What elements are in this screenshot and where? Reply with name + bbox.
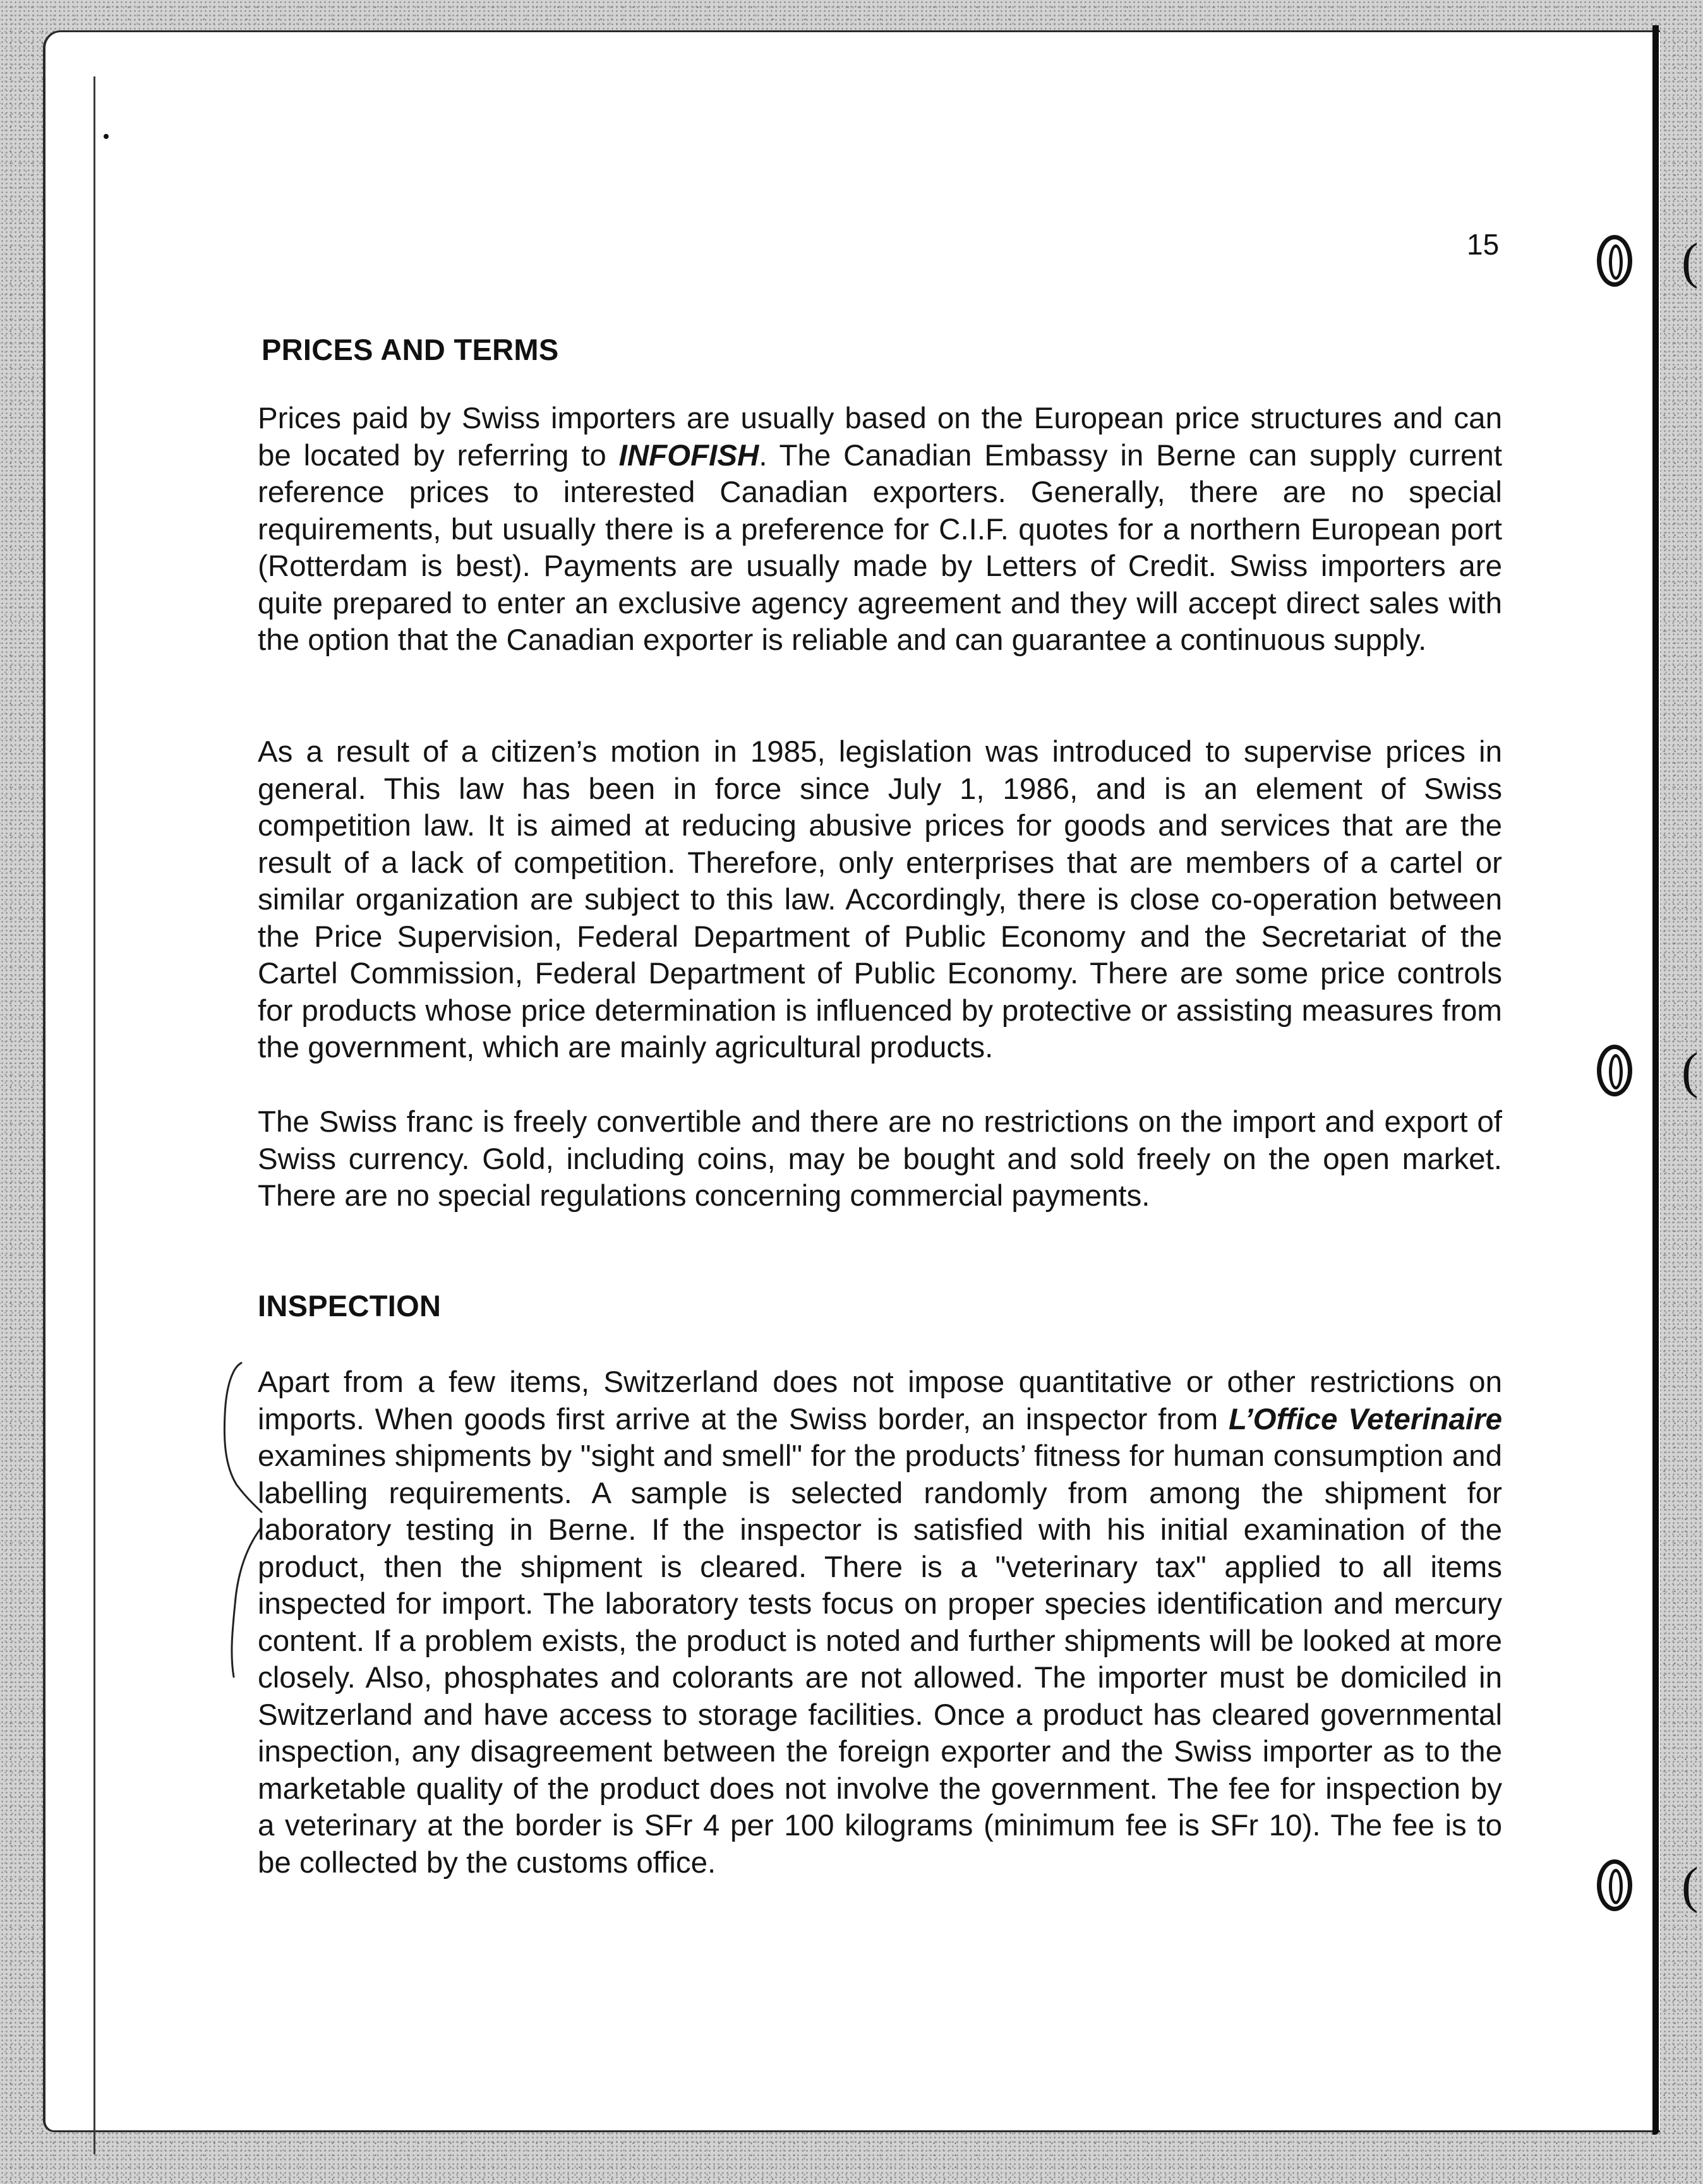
- prices-paragraph-2: As a result of a citizen’s motion in 1985, legislation was introduced to supervise prices in general. This law has been in force since July 1, 1986, and is an element of Swiss competition law. It is aimed at reducing abusive prices for goods and services that are the result of a lack of competition. Therefore, only enterprises that are members of a cartel or similar organization are subject to this law. Accordingly, there is close co-operation between the Price Supervision, Federal Department of Public Economy and the Secretariat of the Cartel Commission, Federal Department of Public Economy. There are some price controls for products whose price determination is influenced by protective or assisting measures from the government, which are mainly agricultural products.: [258, 735, 1502, 1064]
- prices-paragraph-3: The Swiss franc is freely convertible and there are no restrictions on the import and export of Swiss currency. Gold, including coins, may be bought and sold freely on the open market. There are no special regulations concerning commercial payments.: [258, 1105, 1502, 1213]
- inspection-p1-text-c: examines shipments by "sight and smell" for the products’ fitness for human consumption and labelling requirements. A sample is selected randomly from among the shipment for laboratory testing in Berne. If the inspector is satisfied with his initial examination of the product, then the shipment is cleared. There is a "veterinary tax" applied to all items inspected for import. The laboratory tests focus on proper species identification and mercury content. If a problem exists, the product is noted and further shipments will be looked at more closely. Also, phosphates and colorants are not allowed. The importer must be domiciled in Switzerland and have access to storage facilities. Once a product has cleared governmental inspection, any disagreement between the foreign exporter and the Swiss importer as to the marketable quality of the product does not involve the government. The fee for inspection by a veterinary at the border is SFr 4 per 100 kilograms (minimum fee is SFr 10). The fee is to be collected by the customs office.: [258, 1439, 1502, 1880]
- office-veterinaire-emphasis: L’Office Veterinaire: [1229, 1402, 1502, 1436]
- binder-ring-icon: [1597, 235, 1632, 287]
- section-heading-inspection: INSPECTION: [258, 1289, 442, 1323]
- binder-edge: [1652, 25, 1659, 2135]
- inspection-paragraph-1: [258, 1364, 1502, 1881]
- page-number: 15: [1467, 228, 1500, 261]
- inspection-p1-text-a: Apart from a few items, Switzerland does not impose quantitative or other restrictions on imports. When goods first arrive at the Swiss border, an inspector from: [258, 1365, 1502, 1436]
- section-heading-prices: PRICES AND TERMS: [262, 333, 559, 366]
- binder-paren-icon: (: [1682, 234, 1699, 289]
- infofish-emphasis: INFOFISH: [618, 438, 759, 472]
- prices-p1-text-c: . The Canadian Embassy in Berne can supply current reference prices to interested Canadian exporters. Generally, there are no special requirements, but usually there is a preference for C.I.F. quotes for a northern European port (Rotterdam is best). Payments are usually made by Letters of Credit. Swiss importers are quite prepared to enter an exclusive agency agreement and they will accept direct sales with the option that the Canadian exporter is reliable and can guarantee a continuous supply.: [258, 438, 1502, 657]
- scan-speck: [104, 134, 109, 139]
- binder-paren-icon: (: [1682, 1043, 1699, 1099]
- page-margin-line: [93, 76, 95, 2154]
- binder-ring-icon: [1597, 1859, 1632, 1911]
- binder-paren-icon: (: [1682, 1858, 1699, 1914]
- prices-p1-text-a: Prices paid by Swiss importers are usually based on the European price structures and can be located by referring to: [258, 402, 1502, 472]
- binder-ring-icon: [1597, 1045, 1632, 1096]
- prices-paragraph-1: [258, 400, 1502, 659]
